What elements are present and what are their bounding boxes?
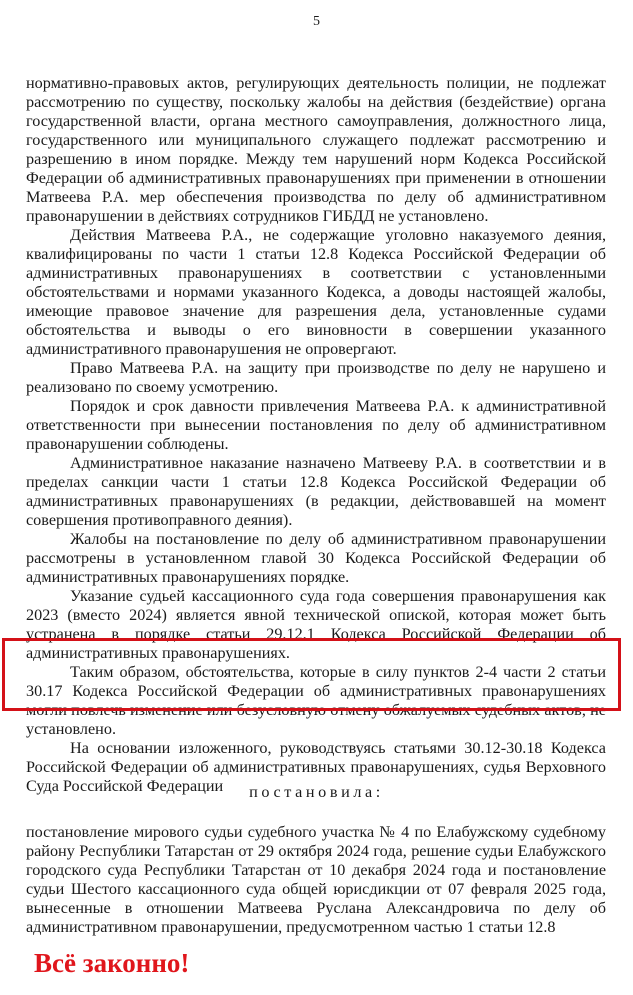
- paragraph-6: Жалобы на постановление по делу об административном правонарушении рассмотрены в установленном главой 30 Кодекса Российской Федерации об административных правонарушениях порядке.: [26, 530, 606, 586]
- annotation-label: Всё законно!: [34, 948, 190, 978]
- ruling-paragraph: постановление мирового судьи судебного участка № 4 по Елабужскому судебному району Республики Татарстан от 29 октября 2024 года, решение судьи Елабужского городского суда Республики Татарстан от 10 декабря 2024 года и постановление судьи Шестого кассационного суда общей юрисдикции от 07 февраля 2025 года, вынесенные в отношении Матвеева Руслана Александровича по делу об административном правонарушении, предусмотренном частью 1 статьи 12.8: [26, 823, 606, 936]
- paragraph-4: Порядок и срок давности привлечения Матвеева Р.А. к административной ответственности при вынесении постановления по делу об административном правонарушении соблюдены.: [26, 397, 606, 453]
- ruling-heading: постановила:: [249, 783, 384, 801]
- highlighted-paragraph: Таким образом, обстоятельства, которые в силу пунктов 2-4 части 2 статьи 30.17 Кодекса Российской Федерации об административных правонарушениях могли повлечь изменение или безусловную отмену обжалуемых судебных актов, не установлено.: [26, 663, 606, 738]
- paragraph-9: На основании изложенного, руководствуясь статьями 30.12-30.18 Кодекса Российской Федерации об административных правонарушениях, судья Верховного Суда Российской Федерации: [26, 739, 606, 795]
- paragraph-7: Указание судьей кассационного суда года совершения правонарушения как 2023 (вместо 2024) является явной технической опиской, которая может быть устранена в порядке статьи 29.12.1 Кодекса Российской Федерации об административных правонарушениях.: [26, 587, 606, 662]
- ruling-body: [26, 823, 606, 937]
- page-number: 5: [313, 14, 320, 29]
- paragraph-2: Действия Матвеева Р.А., не содержащие уголовно наказуемого деяния, квалифицированы по части 1 статьи 12.8 Кодекса Российской Федерации об административных правонарушениях в соответствии с установленными обстоятельствами и нормами указанного Кодекса, а доводы настоящей жалобы, имеющие правовое значение для разрешения дела, установленные судами обстоятельства и выводы о его виновности в совершении указанного административного правонарушения не опровергают.: [26, 226, 606, 358]
- paragraph-5: Административное наказание назначено Матвееву Р.А. в соответствии и в пределах санкции части 1 статьи 12.8 Кодекса Российской Федерации об административных правонарушениях (в редакции, действовавшей на момент совершения противоправного деяния).: [26, 454, 606, 529]
- document-body: [26, 74, 606, 796]
- paragraph-1: нормативно-правовых актов, регулирующих деятельность полиции, не подлежат рассмотрению по существу, поскольку жалобы на действия (бездействие) органа государственной власти, органа местного самоуправления, должностного лица, государственного или муниципального служащего подлежат рассмотрению и разрешению в ином порядке. Между тем нарушений норм Кодекса Российской Федерации об административных правонарушениях при применении в отношении Матвеева Р.А. мер обеспечения производства по делу об административном правонарушении в действиях сотрудников ГИБДД не установлено.: [26, 74, 606, 225]
- paragraph-3: Право Матвеева Р.А. на защиту при производстве по делу не нарушено и реализовано по своему усмотрению.: [26, 359, 606, 396]
